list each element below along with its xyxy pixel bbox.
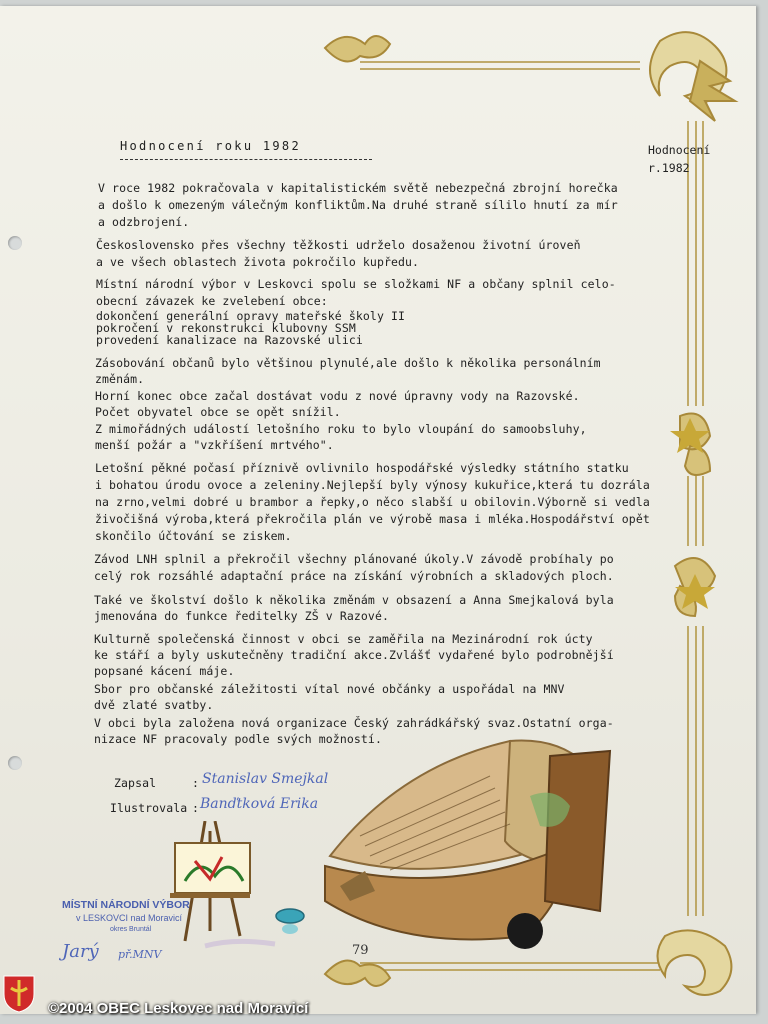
- body-line: na zrno,velmi dobré u brambor a řepky,o něco slabší u obilovin.Výborně si vedla: [95, 495, 650, 509]
- body-line: a odzbrojení.: [98, 215, 190, 229]
- body-line: Také ve školství došlo k několika změnám v obsazení a Anna Smejkalová byla: [94, 593, 614, 607]
- body-line: Kulturně společenská činnost v obci se zaměřila na Mezinárodní rok úcty: [94, 632, 593, 646]
- body-line: Československo přes všechny těžkosti udrželo dosaženou životní úroveň: [96, 238, 581, 252]
- stamp-line-2: v LESKOVCI nad Moravicí: [76, 913, 183, 923]
- body-line: změnám.: [95, 372, 145, 386]
- body-line: Počet obyvatel obce se opět snížil.: [95, 405, 341, 419]
- coat-of-arms-icon: [2, 974, 36, 1014]
- body-line: Závod LNH splnil a překročil všechny plánované úkoly.V závodě probíhaly po: [94, 552, 614, 566]
- title-underline: [120, 159, 372, 160]
- stamp-signature: Jarý: [62, 941, 99, 962]
- zapsal-separator: :: [192, 776, 200, 790]
- side-label-year: r.1982: [648, 161, 690, 175]
- body-line: V obci byla založena nová organizace Český zahrádkářský svaz.Ostatní orga-: [94, 716, 614, 730]
- document-page: [0, 6, 756, 1014]
- zapsal-label: Zapsal: [114, 776, 157, 790]
- body-line: pokročení v rekonstrukci klubovny SSM: [96, 321, 356, 335]
- stamp-line-1: MÍSTNÍ NÁRODNÍ VÝBOR: [62, 899, 190, 911]
- open-book-illustration: [320, 736, 630, 956]
- easel-illustration: [165, 821, 315, 951]
- ilustrovala-signature: Banďtková Erika: [200, 796, 319, 812]
- body-line: a ve všech oblastech života pokročilo kupředu.: [96, 255, 420, 269]
- body-line: dvě zlaté svatby.: [94, 698, 214, 712]
- body-line: Zásobování občanů bylo většinou plynulé,ale došlo k několika personálním: [95, 356, 601, 370]
- copyright-text: ©2004 OBEC Leskovec nad Moravicí: [48, 1000, 309, 1017]
- page-number: 79: [352, 943, 369, 958]
- body-line: živočišná výroba,která překročila plán ve výrobě masa i mléka.Hospodářství opět: [95, 512, 650, 526]
- body-line: popsané kácení máje.: [94, 664, 235, 678]
- body-line: Sbor pro občanské záležitosti vítal nové občánky a uspořádal na MNV: [94, 682, 565, 696]
- zapsal-signature: Stanislav Smejkal: [202, 771, 329, 787]
- body-line: provedení kanalizace na Razovské ulici: [96, 333, 363, 347]
- body-line: jmenována do funkce ředitelky ZŠ v Razové.: [94, 609, 389, 623]
- body-line: V roce 1982 pokračovala v kapitalistickém světě nebezpečná zbrojní horečka: [98, 181, 618, 195]
- body-line: Letošní pěkné počasí příznivě ovlivnilo hospodářské výsledky státního statku: [95, 461, 629, 475]
- body-line: obecní závazek ke zvelebení obce:: [96, 294, 328, 308]
- body-line: skončilo účtování se ziskem.: [95, 529, 292, 543]
- body-line: nizace NF pracovaly podle svých možností.: [94, 732, 382, 746]
- body-line: Z mimořádných událostí letošního roku to bylo vloupání do samoobsluhy,: [95, 422, 587, 436]
- body-line: Horní konec obce začal dostávat vodu z nové úpravny vody na Razovské.: [95, 389, 580, 403]
- body-line: celý rok rozsáhlé adaptační práce na získání výrobních a skladových ploch.: [94, 569, 614, 583]
- side-label: Hodnocení: [648, 143, 711, 157]
- document-title: Hodnocení roku 1982: [120, 139, 301, 153]
- ilustrovala-separator: :: [192, 801, 200, 815]
- body-line: dokončení generální opravy mateřské školy II: [96, 309, 406, 323]
- ilustrovala-label: Ilustrovala: [110, 801, 188, 815]
- body-line: Místní národní výbor v Leskovci spolu se složkami NF a občany splnil celo-: [96, 277, 616, 291]
- copyright-footer: [0, 996, 768, 1024]
- body-line: ke stáří a byly uskutečněny tradiční akce.Zvlášť vydařené bylo podrobnější: [94, 648, 614, 662]
- stamp-line-3: okres Bruntál: [110, 926, 152, 933]
- stamp-signature-suffix: př.MNV: [118, 948, 162, 961]
- body-line: a došlo k omezeným válečným konfliktům.Na druhé straně sílilo hnutí za mír: [98, 198, 618, 212]
- body-line: i bohatou úrodu ovoce a zeleniny.Nejlepší byly výnosy kukuřice,která tu dozrála: [95, 478, 650, 492]
- body-line: menší požár a "vzkříšení mrtvého".: [95, 438, 334, 452]
